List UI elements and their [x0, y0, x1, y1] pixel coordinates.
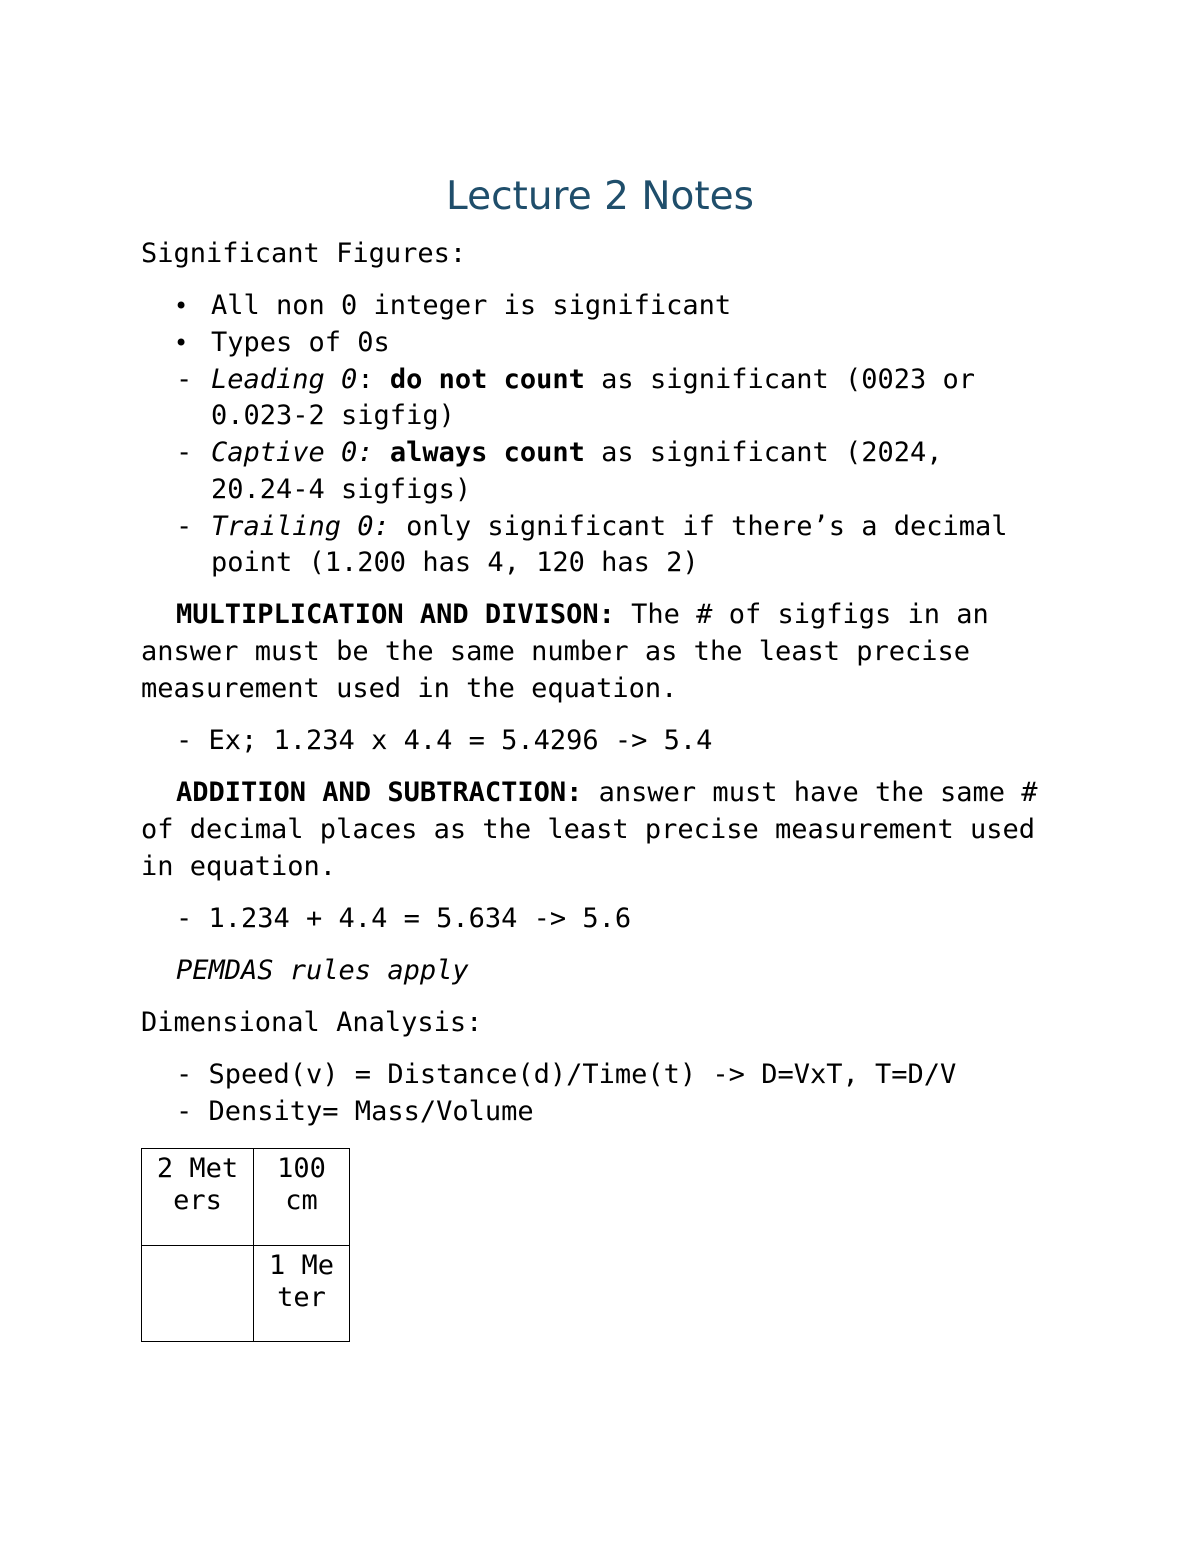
table-cell: 100 cm — [254, 1149, 350, 1246]
table-cell — [142, 1246, 254, 1342]
dash-marker: - — [176, 437, 193, 468]
mult-div-text: The # of sigfigs in an — [614, 599, 989, 630]
pemdas-note: PEMDAS rules apply — [176, 955, 469, 986]
captive-zero-rule — [211, 439, 943, 466]
trailing-zero-rule — [211, 513, 1008, 540]
table-row — [142, 1149, 350, 1246]
page-title: Lecture 2 Notes — [446, 174, 754, 219]
dimensional-heading: Dimensional Analysis: — [141, 1007, 483, 1038]
captive-zero-text-cont: 20.24-4 sigfigs) — [211, 474, 472, 505]
bullet-item: Types of 0s — [211, 327, 390, 358]
mult-div-text-cont: measurement used in the equation. — [141, 673, 678, 704]
captive-zero-label: Captive 0: — [211, 437, 374, 468]
mult-div-rule — [176, 601, 989, 628]
leading-zero-text-cont: 0.023-2 sigfig) — [211, 400, 455, 431]
trailing-zero-text-cont: point (1.200 has 4, 120 has 2) — [211, 547, 699, 578]
dash-marker: - — [176, 364, 193, 395]
leading-zero-label: Leading 0 — [211, 364, 358, 395]
unit-conversion-table — [141, 1148, 350, 1342]
leading-zero-emphasis: do not count — [389, 364, 585, 395]
add-sub-example: - 1.234 + 4.4 = 5.634 -> 5.6 — [176, 903, 632, 934]
bullet-icon: • — [174, 292, 189, 320]
mult-div-label: MULTIPLICATION AND DIVISON: — [176, 599, 615, 630]
captive-zero-emphasis: always count — [389, 437, 585, 468]
bullet-icon: • — [174, 329, 189, 357]
sig-figs-heading: Significant Figures: — [141, 238, 467, 269]
table-cell: 2 Meters — [142, 1149, 254, 1246]
table-row — [142, 1246, 350, 1342]
add-sub-text: answer must have the same # — [582, 777, 1038, 808]
leading-zero-colon: : — [357, 364, 374, 395]
bullet-item: All non 0 integer is significant — [211, 290, 732, 321]
dash-marker: - — [176, 511, 193, 542]
add-sub-rule — [176, 779, 1038, 806]
leading-zero-text: as significant (0023 or — [584, 364, 976, 395]
add-sub-label: ADDITION AND SUBTRACTION: — [176, 777, 583, 808]
mult-div-example: - Ex; 1.234 x 4.4 = 5.4296 -> 5.4 — [176, 725, 713, 756]
add-sub-text-cont: of decimal places as the least precise measurement used — [141, 814, 1036, 845]
dimensional-item: - Density= Mass/Volume — [176, 1096, 534, 1127]
dimensional-item: - Speed(v) = Distance(d)/Time(t) -> D=VxT, T=D/V — [176, 1059, 957, 1090]
trailing-zero-label: Trailing 0: — [211, 511, 390, 542]
table-cell: 1 Meter — [254, 1246, 350, 1342]
captive-zero-text: as significant (2024, — [584, 437, 943, 468]
leading-zero-rule — [211, 366, 975, 393]
add-sub-text-cont: in equation. — [141, 851, 337, 882]
trailing-zero-text: only significant if there’s a decimal — [389, 511, 1008, 542]
mult-div-text-cont: answer must be the same number as the least precise — [141, 636, 971, 667]
